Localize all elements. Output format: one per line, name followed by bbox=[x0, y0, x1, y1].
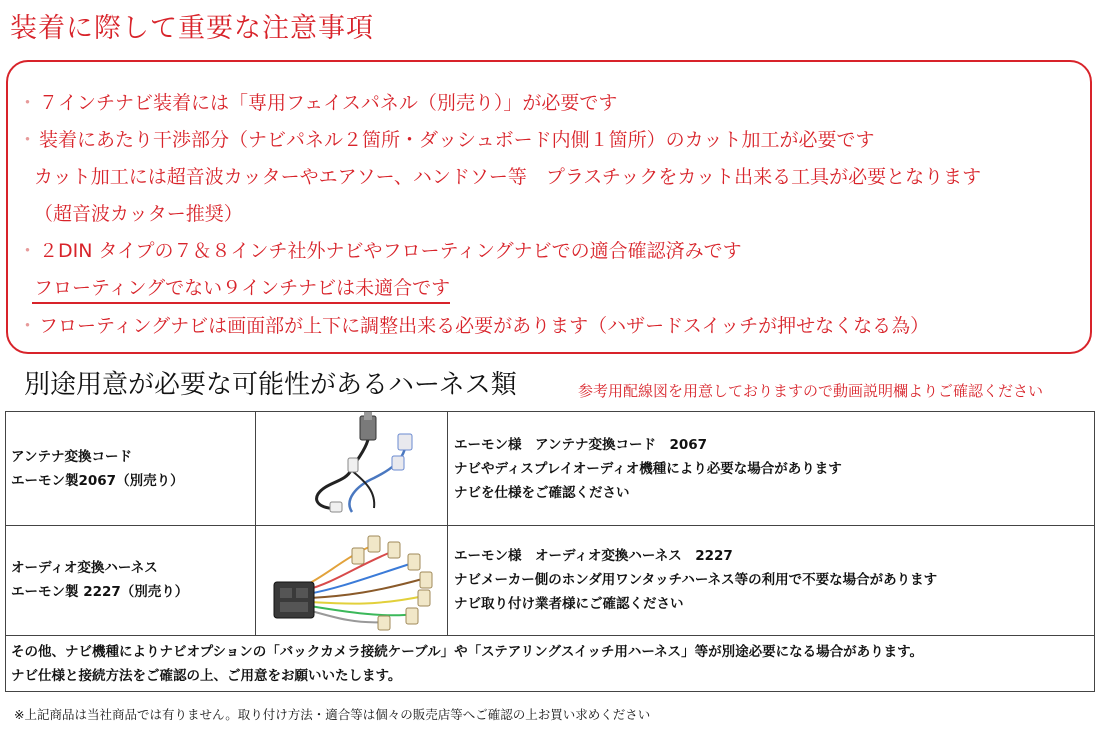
notice-text: ７インチナビ装着には「専用フェイスパネル（別売り）」が必要です bbox=[39, 92, 618, 114]
notice-item bbox=[18, 125, 874, 152]
notice-item bbox=[18, 88, 617, 115]
notice-text: ２DIN タイプの７＆８インチ社外ナビやフローティングナビでの適合確認済みです bbox=[39, 240, 742, 262]
description-line: ナビメーカー側のホンダ用ワンタッチハーネス等の利用で不要な場合があります bbox=[454, 572, 938, 588]
footer-note: ナビ仕様と接続方法をご確認の上、ご用意をお願いいたします。 bbox=[11, 668, 402, 684]
notice-text: カット加工には超音波カッターやエアソー、ハンドソー等 プラスチックをカット出来る工具が必要となります bbox=[34, 166, 982, 188]
bullet-icon: ・ bbox=[18, 92, 38, 114]
bullet-icon: ・ bbox=[18, 240, 38, 262]
table-cell-image bbox=[256, 412, 448, 525]
product-name: オーディオ変換ハーネス bbox=[11, 560, 158, 576]
notice-item bbox=[32, 199, 243, 226]
notice-text: （超音波カッター推奨） bbox=[34, 203, 243, 225]
table-row bbox=[6, 526, 1094, 636]
product-name: アンテナ変換コード bbox=[11, 449, 132, 465]
harness-section-title: 別途用意が必要な可能性があるハーネス類 bbox=[24, 370, 517, 400]
table-cell-description bbox=[448, 412, 1094, 525]
harness-section-note: 参考用配線図を用意しておりますので動画説明欄よりご確認ください bbox=[578, 382, 1044, 400]
notice-text: フローティングナビは画面部が上下に調整出来る必要があります（ハザードスイッチが押せなくなる為） bbox=[39, 315, 930, 337]
disclaimer: ※上記商品は当社商品では有りません。取り付け方法・適合等は個々の販売店等へご確認の上お買い求めください bbox=[14, 707, 651, 722]
notice-box bbox=[6, 60, 1092, 354]
footer-note: その他、ナビ機種によりナビオプションの「バックカメラ接続ケーブル」や「ステアリングスイッチ用ハーネス」等が別途必要になる場合があります。 bbox=[11, 644, 924, 660]
notice-item-underlined bbox=[32, 273, 450, 304]
table-row bbox=[6, 412, 1094, 526]
harness-table bbox=[5, 411, 1095, 692]
product-maker: エーモン製2067（別売り） bbox=[11, 473, 184, 489]
bullet-icon: ・ bbox=[18, 129, 38, 151]
description-line: ナビ取り付け業者様にご確認ください bbox=[454, 596, 684, 612]
notice-item bbox=[32, 162, 981, 189]
page-title: 装着に際して重要な注意事項 bbox=[10, 13, 374, 44]
notice-text: 装着にあたり干渉部分（ナビパネル２箇所・ダッシュボード内側１箇所）のカット加工が必要です bbox=[39, 129, 875, 151]
table-cell-image bbox=[256, 526, 448, 635]
description-line: ナビを仕様をご確認ください bbox=[454, 485, 630, 501]
bullet-icon: ・ bbox=[18, 315, 38, 337]
table-cell-name bbox=[6, 412, 256, 525]
table-cell-name bbox=[6, 526, 256, 635]
table-footer-cell bbox=[6, 636, 1094, 692]
notice-item bbox=[18, 236, 742, 263]
notice-item bbox=[18, 311, 929, 338]
description-line: エーモン様 アンテナ変換コード 2067 bbox=[454, 437, 708, 453]
description-line: ナビやディスプレイオーディオ機種により必要な場合があります bbox=[454, 461, 842, 477]
audio-harness-image bbox=[256, 526, 448, 636]
product-maker: エーモン製 2227（別売り） bbox=[11, 584, 189, 600]
notice-text: フローティングでない９インチナビは未適合です bbox=[34, 277, 451, 299]
antenna-cable-image bbox=[256, 412, 448, 526]
table-cell-description bbox=[448, 526, 1094, 635]
description-line: エーモン様 オーディオ変換ハーネス 2227 bbox=[454, 548, 733, 564]
